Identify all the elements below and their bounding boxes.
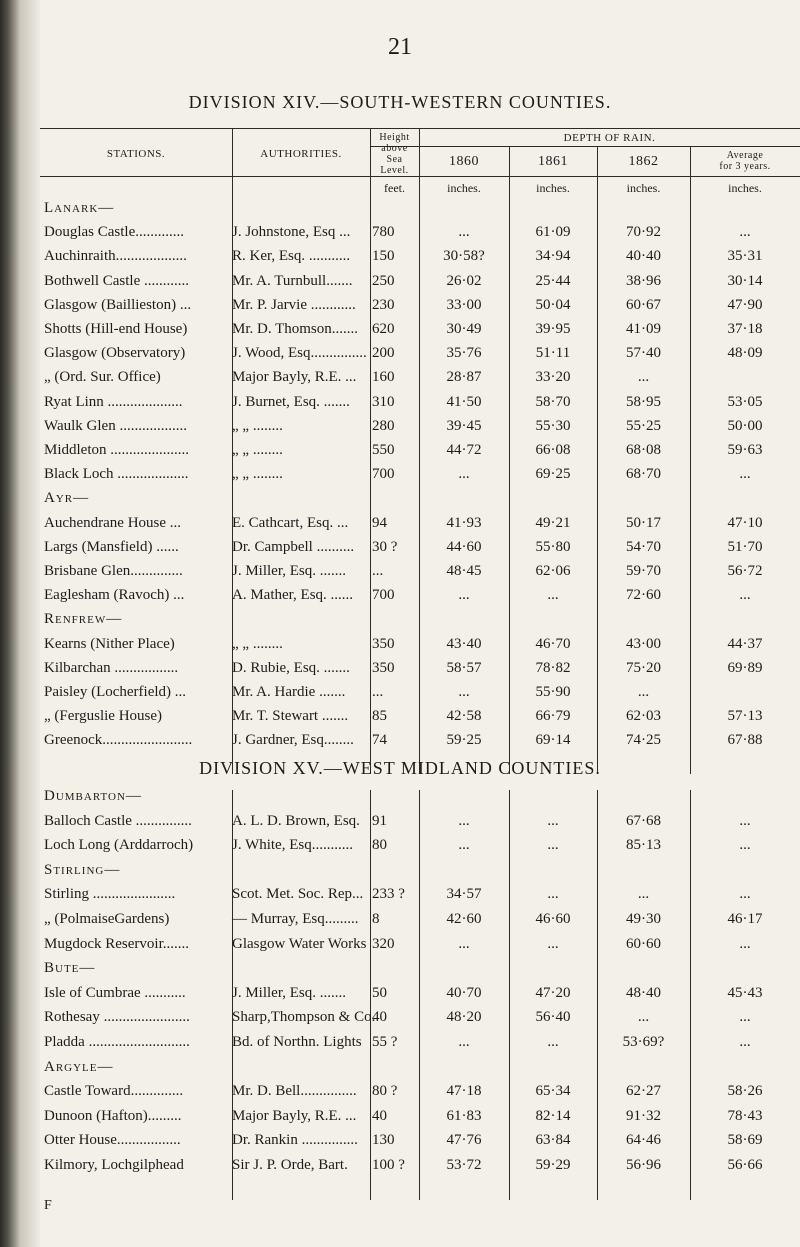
station-cell: Glasgow (Observatory) — [44, 345, 186, 362]
rain-1860-cell: 59·25 — [446, 732, 482, 749]
rain-1861-cell: 46·60 — [535, 911, 571, 927]
rain-1860-cell: 41·50 — [446, 393, 482, 410]
average-cell: 50·00 — [727, 417, 763, 434]
height-cell: 320 — [372, 935, 395, 952]
station-cell: Brisbane Glen.............. — [44, 563, 183, 579]
rain-1862-cell: 53·69? — [622, 1034, 665, 1050]
rain-1860-cell: 26·02 — [446, 272, 482, 289]
table-row — [0, 418, 800, 442]
rain-1860-cell: 39·45 — [446, 417, 482, 434]
average-cell: 58·69 — [727, 1132, 763, 1149]
average-cell: 44·37 — [727, 635, 763, 652]
table-row — [0, 985, 800, 1009]
average-cell: ... — [739, 587, 751, 604]
rain-1862-cell: 68·08 — [626, 442, 661, 458]
rain-1860-cell: 28·87 — [446, 369, 482, 386]
rain-1862-cell: 48·40 — [626, 984, 661, 1001]
rain-1860-cell: 42·60 — [446, 911, 482, 927]
table-row — [0, 345, 800, 369]
authority-cell: Mr. D. Thomson....... — [232, 321, 358, 337]
station-cell: Ayr— — [44, 490, 90, 507]
rain-1862-cell: 91·32 — [626, 1107, 661, 1124]
rain-1862-cell: 75·20 — [626, 659, 661, 676]
rain-1861-cell: 25·44 — [535, 272, 571, 289]
rain-1861-cell: 82·14 — [535, 1107, 571, 1124]
rain-1861-cell: 47·20 — [535, 984, 571, 1001]
authority-cell: Mr. D. Bell............... — [232, 1083, 357, 1100]
rain-1862-cell: 74·25 — [626, 732, 661, 749]
table-row — [0, 297, 800, 321]
signature-mark: F — [44, 1198, 52, 1213]
rain-1861-cell: 55·90 — [535, 684, 571, 700]
station-cell: Castle Toward.............. — [44, 1083, 184, 1100]
rain-1861-cell: 34·94 — [535, 248, 571, 265]
rain-1862-cell: 85·13 — [626, 837, 661, 854]
rain-1861-cell: 33·20 — [535, 369, 571, 386]
station-cell: Auchinraith................... — [44, 248, 187, 265]
height-cell: 780 — [372, 224, 395, 241]
rain-1862-cell: 50·17 — [626, 514, 661, 531]
average-cell: ... — [739, 812, 751, 829]
station-cell: Balloch Castle ............... — [44, 812, 192, 829]
rain-1860-cell: ... — [458, 587, 470, 604]
rain-1860-cell: ... — [458, 224, 470, 241]
rain-1862-cell: 58·95 — [626, 393, 661, 410]
table-row — [0, 837, 800, 861]
rain-1860-cell: 30·49 — [446, 321, 482, 337]
station-cell: Eaglesham (Ravoch) ... — [44, 587, 185, 604]
table-row — [0, 1108, 800, 1132]
rain-1861-cell: 63·84 — [535, 1132, 571, 1149]
rain-1860-cell: 30·58? — [443, 248, 485, 265]
authority-cell: J. Johnstone, Esq ... — [232, 224, 351, 241]
height-cell: 130 — [372, 1132, 395, 1149]
units-row: feet. inches. inches. inches. inches. — [384, 181, 762, 195]
station-cell: Dunoon (Hafton)......... — [44, 1107, 182, 1124]
rain-1862-cell: 64·46 — [626, 1132, 661, 1149]
average-cell: 59·63 — [727, 442, 763, 458]
rain-1861-cell: ... — [547, 837, 559, 854]
rain-1860-cell: 35·76 — [446, 345, 482, 362]
average-cell: 58·26 — [727, 1083, 763, 1100]
table-row — [0, 684, 800, 708]
authority-cell: Mr. A. Hardie ....... — [232, 684, 346, 700]
rain-1860-cell: ... — [458, 812, 470, 829]
rain-1862-cell: ... — [637, 684, 650, 700]
station-cell: Pladda ........................... — [44, 1034, 190, 1050]
rain-1861-cell: 55·30 — [535, 417, 571, 434]
station-cell: Kilmory, Lochgilphead — [44, 1157, 184, 1173]
authority-cell: R. Ker, Esq. ........... — [232, 248, 351, 265]
rain-1861-cell: 56·40 — [535, 1009, 571, 1026]
rain-1860-cell: ... — [458, 935, 470, 952]
county-group-row — [0, 611, 800, 635]
authority-cell: D. Rubie, Esq. ....... — [232, 659, 350, 676]
average-cell: 30·14 — [727, 272, 763, 289]
authority-cell: Mr. P. Jarvie ............ — [232, 296, 356, 313]
table-row — [0, 911, 800, 935]
rain-1861-cell: 61·09 — [535, 224, 571, 241]
height-cell: 100 ? — [372, 1157, 405, 1173]
rain-1861-cell: 66·79 — [535, 708, 571, 725]
average-cell: 47·90 — [727, 296, 763, 313]
station-cell: Auchendrane House ... — [44, 514, 182, 531]
average-cell: 35·31 — [727, 248, 763, 265]
table-row — [0, 1009, 800, 1033]
rain-1862-cell: 68·70 — [626, 466, 661, 483]
authority-cell: Major Bayly, R.E. ... — [232, 1107, 357, 1124]
height-cell: 310 — [372, 393, 395, 410]
rain-1860-cell: ... — [458, 837, 470, 854]
rain-1861-cell: 46·70 — [535, 635, 571, 652]
authority-cell: „ „ ........ — [232, 442, 283, 458]
authority-cell: Sharp,Thompson & Co. — [232, 1009, 376, 1026]
station-cell: Middleton ..................... — [44, 442, 189, 458]
authority-cell: Bd. of Northn. Lights — [232, 1034, 362, 1050]
rain-1862-cell: ... — [637, 886, 650, 903]
height-cell: 50 — [372, 984, 387, 1001]
table-row — [0, 442, 800, 466]
authority-cell: Glasgow Water Works — [232, 935, 367, 952]
station-cell: Paisley (Locherfield) ... — [44, 684, 187, 700]
station-cell: Lanark— — [44, 200, 115, 216]
station-cell: Argyle— — [44, 1058, 114, 1075]
station-cell: Rothesay ....................... — [44, 1009, 190, 1026]
average-cell: ... — [739, 935, 751, 952]
rain-1860-cell: 47·18 — [446, 1083, 482, 1100]
average-cell: 57·13 — [727, 708, 763, 725]
rain-1861-cell: 58·70 — [535, 393, 571, 410]
average-cell: 78·43 — [727, 1107, 763, 1124]
table-row — [0, 1132, 800, 1156]
station-cell: Loch Long (Arddarroch) — [44, 837, 194, 854]
average-cell: 56·72 — [727, 563, 763, 579]
rain-1860-cell: ... — [458, 1034, 470, 1050]
rain-1860-cell: 48·20 — [446, 1009, 482, 1026]
county-group-row — [0, 200, 800, 224]
height-cell: 85 — [372, 708, 387, 725]
station-cell: „ (Ferguslie House) — [44, 708, 163, 725]
height-cell: 150 — [372, 248, 395, 265]
station-cell: Waulk Glen .................. — [44, 417, 187, 434]
rain-1860-cell: 43·40 — [446, 635, 482, 652]
station-cell: Black Loch ................... — [44, 466, 189, 483]
rain-1862-cell: 60·60 — [626, 935, 661, 952]
rain-1860-cell: 40·70 — [446, 984, 482, 1001]
authority-cell: A. L. D. Brown, Esq. — [232, 812, 360, 829]
station-cell: Shotts (Hill-end House) — [44, 321, 188, 337]
rain-1861-cell: 69·25 — [535, 466, 571, 483]
col-header-average: Average for 3 years. — [719, 150, 771, 172]
table-row — [0, 1083, 800, 1107]
rain-1862-cell: 60·67 — [626, 296, 661, 313]
authority-cell: Dr. Campbell .......... — [232, 538, 355, 555]
average-cell: ... — [739, 224, 751, 241]
authority-cell: Major Bayly, R.E. ... — [232, 369, 357, 386]
station-cell: Mugdock Reservoir....... — [44, 935, 189, 952]
authority-cell: J. Burnet, Esq. ....... — [232, 393, 350, 410]
height-cell: 620 — [372, 321, 395, 337]
authority-cell: — Murray, Esq......... — [232, 911, 359, 927]
height-cell: 74 — [372, 732, 387, 749]
table-row — [0, 732, 800, 756]
rain-1861-cell: ... — [547, 886, 559, 903]
col-header-1861: 1861 — [538, 154, 568, 169]
height-cell: 350 — [372, 635, 395, 652]
average-cell: 37·18 — [727, 321, 763, 337]
table-row — [0, 273, 800, 297]
rain-1861-cell: ... — [547, 935, 559, 952]
division-15-title: DIVISION XV.—WEST MIDLAND COUNTIES. — [199, 758, 601, 778]
average-cell: 51·70 — [727, 538, 763, 555]
station-cell: „ (Ord. Sur. Office) — [44, 369, 161, 386]
table-row — [0, 660, 800, 684]
rain-1860-cell: 33·00 — [446, 296, 482, 313]
rain-1861-cell: 78·82 — [535, 659, 571, 676]
authority-cell: „ „ ........ — [232, 417, 283, 434]
average-cell: 67·88 — [727, 732, 763, 749]
station-cell: Otter House................. — [44, 1132, 181, 1149]
rain-1860-cell: 47·76 — [446, 1132, 482, 1149]
rain-1860-cell: 42·58 — [446, 708, 482, 725]
rain-1860-cell: 61·83 — [446, 1107, 482, 1124]
table-row — [0, 563, 800, 587]
height-cell: 233 ? — [372, 886, 405, 903]
rain-1860-cell: 34·57 — [446, 886, 482, 903]
height-cell: 700 — [372, 466, 395, 483]
height-cell: 230 — [372, 296, 395, 313]
station-cell: Ryat Linn .................... — [44, 393, 183, 410]
height-cell: ... — [372, 563, 384, 579]
col-header-stations: STATIONS. — [106, 148, 166, 160]
authority-cell: J. Wood, Esq............... — [232, 345, 367, 362]
table-row — [0, 515, 800, 539]
rain-1860-cell: ... — [458, 466, 470, 483]
col-header-authorities: AUTHORITIES. — [260, 148, 342, 160]
rain-1862-cell: 40·40 — [626, 248, 661, 265]
authority-cell: J. Miller, Esq. ....... — [232, 984, 346, 1001]
county-group-row — [0, 490, 800, 514]
rain-1862-cell: 72·60 — [626, 587, 661, 604]
rain-1862-cell: ... — [637, 369, 650, 386]
rain-1862-cell: 59·70 — [626, 563, 661, 579]
station-cell: Largs (Mansfield) ...... — [44, 538, 179, 555]
county-group-row — [0, 1059, 800, 1083]
rain-1862-cell: 43·00 — [626, 635, 661, 652]
authority-cell: „ „ ........ — [232, 635, 283, 652]
station-cell: Glasgow (Baillieston) ... — [44, 296, 192, 313]
rain-1860-cell: 41·93 — [446, 514, 482, 531]
station-cell: Stirling ...................... — [44, 886, 176, 903]
average-cell: ... — [739, 837, 751, 854]
height-cell: 40 — [372, 1107, 387, 1124]
height-cell: 160 — [372, 369, 395, 386]
rain-1860-cell: 48·45 — [446, 563, 482, 579]
rain-1862-cell: 57·40 — [626, 345, 661, 362]
height-cell: 80 — [372, 837, 387, 854]
authority-cell: J. Miller, Esq. ....... — [232, 563, 346, 579]
table-row — [0, 466, 800, 490]
authority-cell: Mr. A. Turnbull....... — [232, 272, 353, 289]
col-header-depth-of-rain: DEPTH OF RAIN. — [563, 132, 656, 144]
station-cell: Greenock........................ — [44, 732, 193, 749]
authority-cell: „ „ ........ — [232, 466, 283, 483]
table-row — [0, 369, 800, 393]
col-header-height: Height above Sea Level. — [379, 132, 410, 176]
rain-1862-cell: 54·70 — [626, 538, 661, 555]
station-cell: Isle of Cumbrae ........... — [44, 984, 186, 1001]
height-cell: 350 — [372, 659, 395, 676]
average-cell: ... — [739, 886, 751, 903]
average-cell: 46·17 — [727, 911, 763, 927]
division-14-title: DIVISION XIV.—SOUTH-WESTERN COUNTIES. — [188, 92, 612, 112]
rain-1862-cell: 38·96 — [626, 272, 661, 289]
rain-1862-cell: 55·25 — [626, 417, 661, 434]
rain-1862-cell: 70·92 — [626, 224, 661, 241]
height-cell: 700 — [372, 587, 395, 604]
rain-1862-cell: 62·03 — [626, 708, 661, 725]
rain-1862-cell: 41·09 — [626, 321, 661, 337]
average-cell: 45·43 — [727, 984, 763, 1001]
height-cell: 8 — [372, 911, 380, 927]
table-row — [0, 813, 800, 837]
rain-1861-cell: 49·21 — [535, 514, 571, 531]
station-cell: Bothwell Castle ............ — [44, 272, 189, 289]
station-cell: Renfrew— — [44, 611, 123, 628]
average-cell: ... — [739, 466, 751, 483]
station-cell: Stirling— — [44, 861, 121, 878]
table-row — [0, 936, 800, 960]
average-cell: 47·10 — [727, 514, 763, 531]
height-cell: 550 — [372, 442, 395, 458]
county-group-row — [0, 788, 800, 812]
average-cell: 48·09 — [727, 345, 763, 362]
authority-cell: Scot. Met. Soc. Rep... — [232, 886, 364, 903]
table-row — [0, 321, 800, 345]
rain-1862-cell: 67·68 — [626, 812, 661, 829]
height-cell: 200 — [372, 345, 395, 362]
table-row — [0, 394, 800, 418]
rain-1860-cell: 58·57 — [446, 659, 482, 676]
authority-cell: J. White, Esq........... — [232, 837, 353, 854]
authority-cell: Mr. T. Stewart ....... — [232, 708, 349, 725]
rain-1861-cell: 59·29 — [535, 1157, 571, 1173]
rain-1861-cell: 65·34 — [535, 1083, 571, 1100]
height-cell: 91 — [372, 812, 387, 829]
rain-1861-cell: ... — [547, 587, 559, 604]
station-cell: Dumbarton— — [44, 788, 142, 804]
rain-1860-cell: 44·72 — [446, 442, 482, 458]
rain-1860-cell: 44·60 — [446, 538, 482, 555]
rain-1861-cell: 66·08 — [535, 442, 571, 458]
authority-cell: J. Gardner, Esq........ — [232, 732, 354, 749]
rain-1861-cell: 62·06 — [535, 563, 571, 579]
authority-cell: E. Cathcart, Esq. ... — [232, 514, 349, 531]
rain-1861-cell: 50·04 — [535, 296, 571, 313]
rain-1862-cell: 49·30 — [626, 911, 661, 927]
height-cell: 250 — [372, 272, 395, 289]
average-cell: ... — [739, 1009, 751, 1026]
table-row — [0, 1034, 800, 1058]
height-cell: 40 — [372, 1009, 387, 1026]
col-header-1860: 1860 — [449, 154, 479, 169]
height-cell: 55 ? — [372, 1034, 398, 1050]
rain-1861-cell: ... — [547, 1034, 559, 1050]
station-cell: Bute— — [44, 960, 96, 977]
table-row — [0, 224, 800, 248]
authority-cell: Dr. Rankin ............... — [232, 1132, 358, 1149]
station-cell: „ (PolmaiseGardens) — [44, 911, 170, 927]
average-cell: 69·89 — [727, 659, 763, 676]
table-row — [0, 248, 800, 272]
height-cell: 30 ? — [372, 538, 398, 555]
height-cell: 280 — [372, 417, 395, 434]
table-row — [0, 636, 800, 660]
authority-cell: Sir J. P. Orde, Bart. — [232, 1157, 348, 1173]
rain-1861-cell: 39·95 — [535, 321, 571, 337]
average-cell: 53·05 — [727, 393, 763, 410]
table-row — [0, 1157, 800, 1181]
col-header-1862: 1862 — [628, 154, 659, 169]
average-cell: 56·66 — [727, 1157, 763, 1173]
rain-1862-cell: ... — [637, 1009, 650, 1026]
rain-1862-cell: 62·27 — [626, 1083, 661, 1100]
average-cell: ... — [739, 1034, 751, 1050]
height-cell: ... — [372, 684, 384, 700]
rain-1861-cell: 69·14 — [535, 732, 571, 749]
county-group-row — [0, 862, 800, 886]
rain-1860-cell: ... — [458, 684, 470, 700]
table-row — [0, 539, 800, 563]
authority-cell: A. Mather, Esq. ...... — [232, 587, 354, 604]
rain-1862-cell: 56·96 — [626, 1157, 661, 1173]
rain-1860-cell: 53·72 — [446, 1157, 482, 1173]
height-cell: 80 ? — [372, 1083, 398, 1100]
county-group-row — [0, 960, 800, 984]
rain-1861-cell: 55·80 — [535, 538, 571, 555]
table-row — [0, 886, 800, 910]
table-row — [0, 708, 800, 732]
station-cell: Kearns (Nither Place) — [44, 635, 175, 652]
rain-1861-cell: ... — [547, 812, 559, 829]
page-number: 21 — [388, 34, 412, 60]
table-row — [0, 587, 800, 611]
height-cell: 94 — [372, 514, 387, 531]
station-cell: Douglas Castle............. — [44, 224, 184, 241]
station-cell: Kilbarchan ................. — [44, 659, 179, 676]
rain-1861-cell: 51·11 — [535, 345, 571, 362]
